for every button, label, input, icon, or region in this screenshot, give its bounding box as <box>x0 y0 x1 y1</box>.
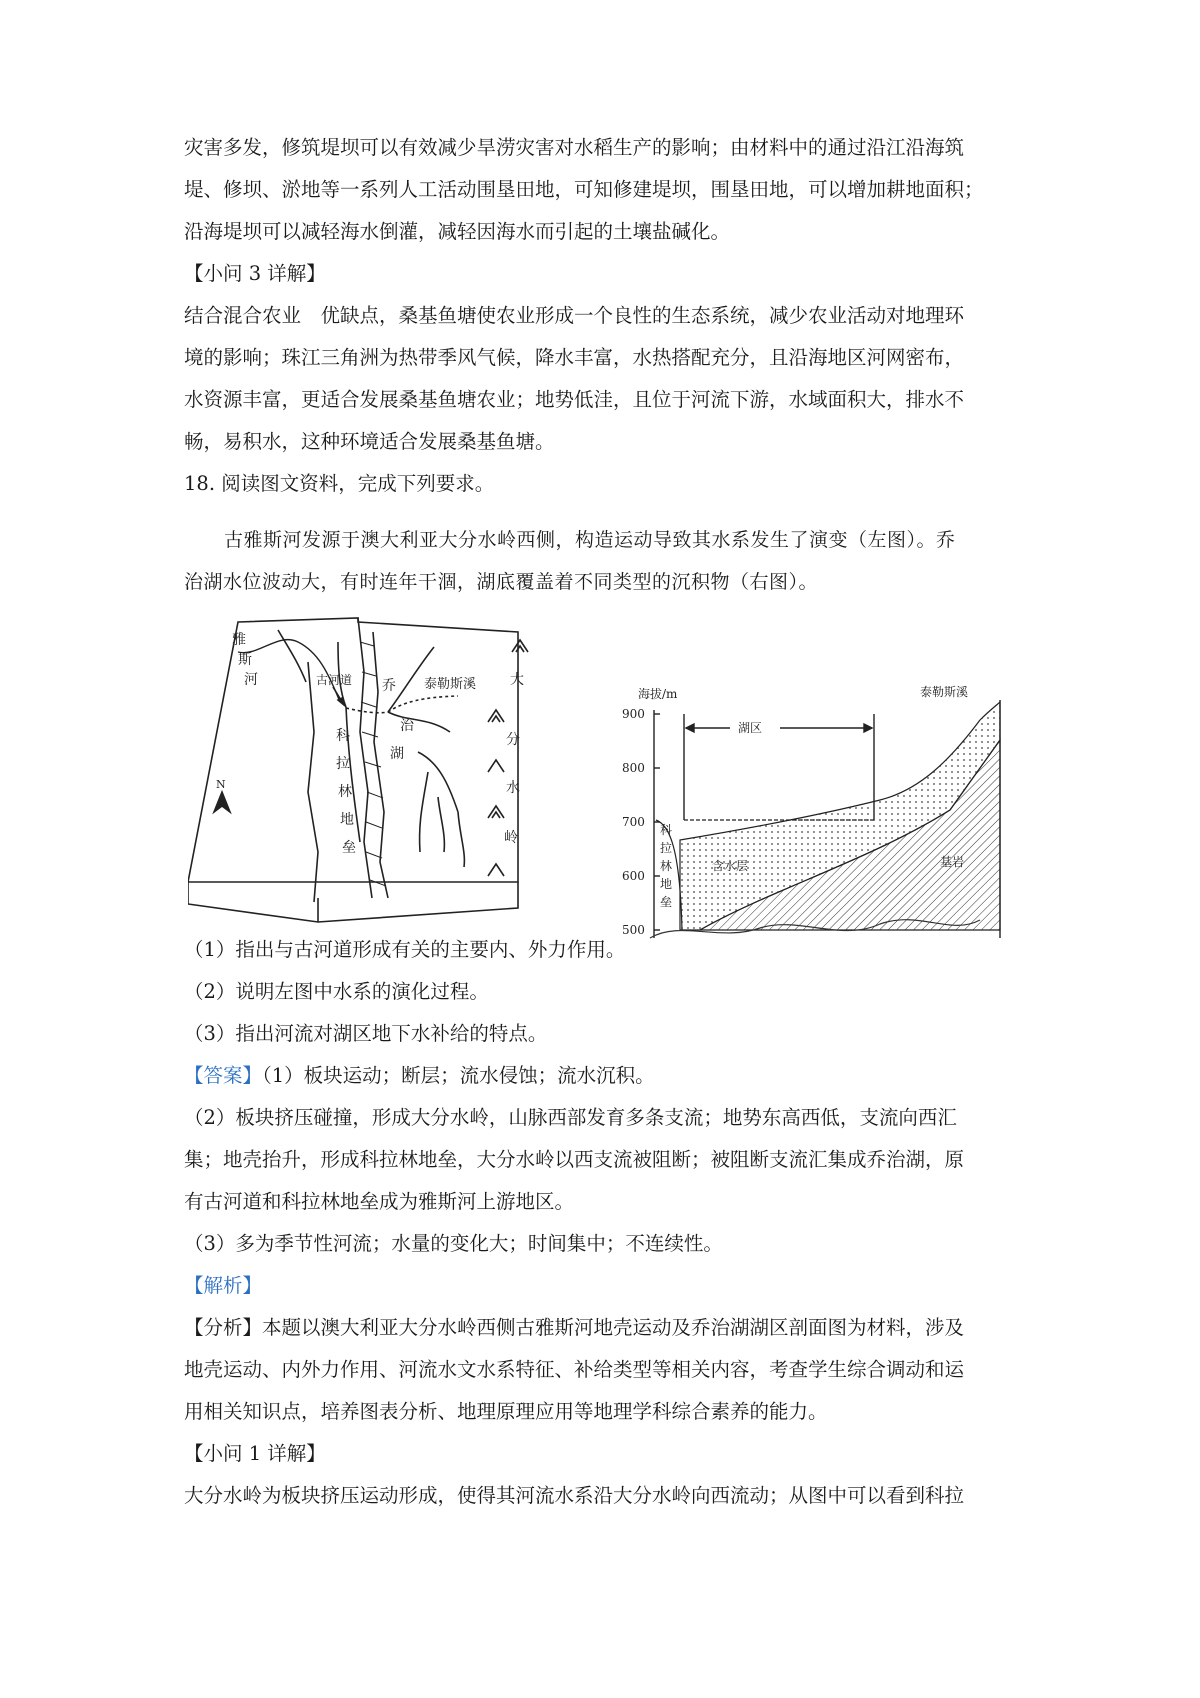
label-kelalin: 科拉林地垒 <box>336 728 356 856</box>
y-axis-label: 海拔/m <box>638 687 678 701</box>
tick-label: 900 <box>622 707 645 721</box>
answer-line: 【答案】（1）板块运动；断层；流水侵蚀；流水沉积。 <box>184 1064 655 1087</box>
answer-line: 集；地壳抬升，形成科拉林地垒，大分水岭以西支流被阻断；被阻断支流汇集成乔治湖，原 <box>184 1148 965 1171</box>
label-hu: 湖 <box>390 746 404 762</box>
tick-label: 600 <box>622 869 645 883</box>
lake-zone-label: 湖区 <box>738 721 763 735</box>
label-zhi: 治 <box>400 718 414 734</box>
label-yasi: 雅斯河 <box>232 632 258 688</box>
answer-line: 有古河道和科拉林地垒成为雅斯河上游地区。 <box>184 1190 575 1213</box>
tick-label: 500 <box>622 923 645 937</box>
text-line: 水资源丰富，更适合发展桑基鱼塘农业；地势低洼，且位于河流下游，水域面积大，排水不 <box>184 388 965 411</box>
label-old-channel: 古河道 <box>316 673 353 687</box>
question-3: （3）指出河流对湖区地下水补给的特点。 <box>184 1022 548 1045</box>
text-line: 境的影响；珠江三角洲为热带季风气候，降水丰富，水热搭配充分，且沿海地区河网密布， <box>184 346 965 369</box>
answer-line: （3）多为季节性河流；水量的变化大；时间集中；不连续性。 <box>184 1232 723 1255</box>
north-label: N <box>216 778 226 791</box>
left-figure-block-diagram <box>188 612 588 934</box>
text-line: 灾害多发，修筑堤坝可以有效减少旱涝灾害对水稻生产的影响；由材料中的通过沿江沿海筑 <box>184 136 965 159</box>
label-qiao: 乔 <box>382 678 396 694</box>
text-line: 沿海堤坝可以减轻海水倒灌，减轻因海水而引起的土壤盐碱化。 <box>184 220 731 243</box>
question-1: （1）指出与古河道形成有关的主要内、外力作用。 <box>184 938 626 961</box>
text-line: 畅，易积水，这种环境适合发展桑基鱼塘。 <box>184 430 555 453</box>
material-text: 古雅斯河发源于澳大利亚大分水岭西侧，构造运动导致其水系发生了演变（左图）。乔 <box>224 529 956 551</box>
label-talesi: 泰勒斯溪 <box>424 677 477 692</box>
section-heading: 【小问 3 详解】 <box>184 262 326 285</box>
kelalin-label: 科拉林地垒 <box>660 823 673 909</box>
analysis-tag: 【解析】 <box>184 1274 263 1297</box>
analysis-line: 大分水岭为板块挤压运动形成，使得其河流水系沿大分水岭向西流动；从图中可以看到科拉 <box>184 1484 965 1507</box>
text-line: 堤、修坝、淤地等一系列人工活动围垦田地，可知修建堤坝，围垦田地，可以增加耕地面积； <box>184 178 984 201</box>
aquifer-label: 含水层 <box>712 859 749 873</box>
analysis-line: 用相关知识点，培养图表分析、地理原理应用等地理学科综合素养的能力。 <box>184 1400 828 1423</box>
label-ridge: 大分水岭 <box>504 672 524 846</box>
answer-line: （2）板块挤压碰撞，形成大分水岭，山脉西部发育多条支流；地势东高西低，支流向西汇 <box>184 1106 957 1129</box>
section-heading: 【小问 1 详解】 <box>184 1442 326 1465</box>
bedrock-label: 基岩 <box>940 855 965 869</box>
right-figure-cross-section <box>620 680 1020 940</box>
text-line: 结合混合农业 优缺点，桑基鱼塘使农业形成一个良性的生态系统，减少农业活动对地理环 <box>184 304 965 327</box>
tick-label: 800 <box>622 761 645 775</box>
analysis-line: 【分析】本题以澳大利亚大分水岭西侧古雅斯河地壳运动及乔治湖湖区剖面图为材料，涉及 <box>184 1316 965 1339</box>
answer-tag: 【答案】 <box>184 1064 263 1087</box>
talesi-label: 泰勒斯溪 <box>920 685 969 699</box>
tick-label: 700 <box>622 815 645 829</box>
question-2: （2）说明左图中水系的演化过程。 <box>184 980 489 1003</box>
material-text: 治湖水位波动大，有时连年干涸，湖底覆盖着不同类型的沉积物（右图）。 <box>184 571 819 593</box>
question-number: 18. 阅读图文资料，完成下列要求。 <box>184 472 495 495</box>
analysis-line: 地壳运动、内外力作用、河流水文水系特征、补给类型等相关内容，考查学生综合调动和运 <box>184 1358 965 1381</box>
